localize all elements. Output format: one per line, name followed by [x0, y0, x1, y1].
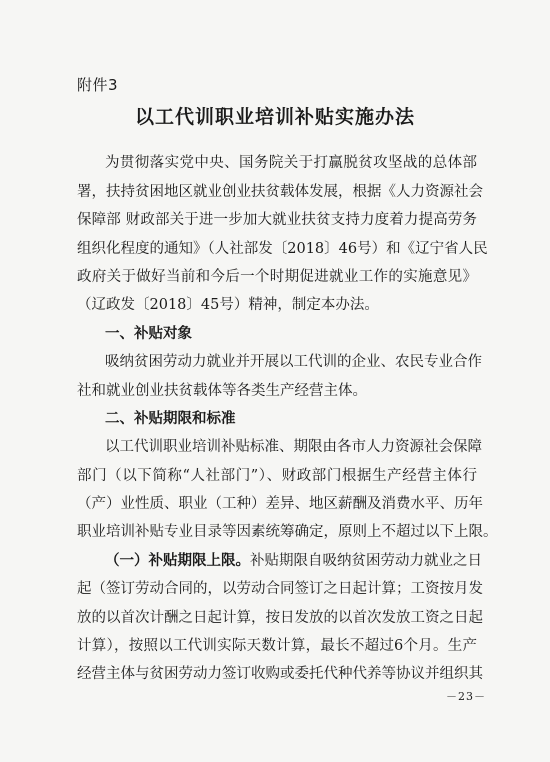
section2-line: 部门（以下简称“人社部门”）、财政部门根据生产经营主体行 [77, 468, 477, 484]
sub1-line: 计算），按照以工代训实际天数计算，最长不超过6个月。生产 [77, 638, 477, 654]
section2-line: 职业培训补贴专业目录等因素统筹确定，原则上不超过以下上限。 [77, 524, 498, 540]
page-number: －23－ [446, 690, 486, 703]
subsection-text: 补贴期限自吸纳贫困劳动力就业之日 [250, 553, 482, 569]
subsection-first-line [105, 551, 482, 571]
intro-line: 为贯彻落实党中央、国务院关于打赢脱贫攻坚战的总体部 [105, 155, 477, 171]
document-title: 以工代训职业培训补贴实施办法 [134, 106, 415, 128]
section2-line: （产）业性质、职业（工种）差异、地区薪酬及消费水平、历年 [77, 496, 483, 512]
intro-line: 组织化程度的通知》（人社部发〔2018〕46号）和《辽宁省人民 [77, 241, 488, 257]
section2-line: 以工代训职业培训补贴标准、期限由各市人力资源社会保障 [105, 439, 482, 455]
attachment-label: 附件3 [77, 76, 119, 94]
intro-line: 署，扶持贫困地区就业创业扶贫载体发展，根据《人力资源社会 [77, 184, 483, 200]
intro-line: 保障部 财政部关于进一步加大就业扶贫支持力度着力提高劳务 [77, 212, 477, 228]
sub1-line: 起（签订劳动合同的，以劳动合同签订之日起计算；工资按月发 [77, 581, 483, 597]
sub1-line: 放的以首次计酬之日起计算，按日发放的以首次发放工资之日起 [77, 610, 483, 626]
intro-line: 政府关于做好当前和今后一个时期促进就业工作的实施意见》 [77, 269, 477, 285]
section-heading: 一、补贴对象 [105, 326, 192, 342]
subsection-label: （一）补贴期限上限。 [105, 553, 250, 569]
section1-line: 社和就业创业扶贫载体等各类生产经营主体。 [77, 383, 367, 399]
intro-line: （辽政发〔2018〕45号）精神，制定本办法。 [77, 297, 379, 313]
section-heading: 二、补贴期限和标准 [105, 411, 236, 427]
section1-line: 吸纳贫困劳动力就业并开展以工代训的企业、农民专业合作 [105, 354, 482, 370]
sub1-line: 经营主体与贫困劳动力签订收购或委托代种代养等协议并组织其 [77, 666, 483, 682]
